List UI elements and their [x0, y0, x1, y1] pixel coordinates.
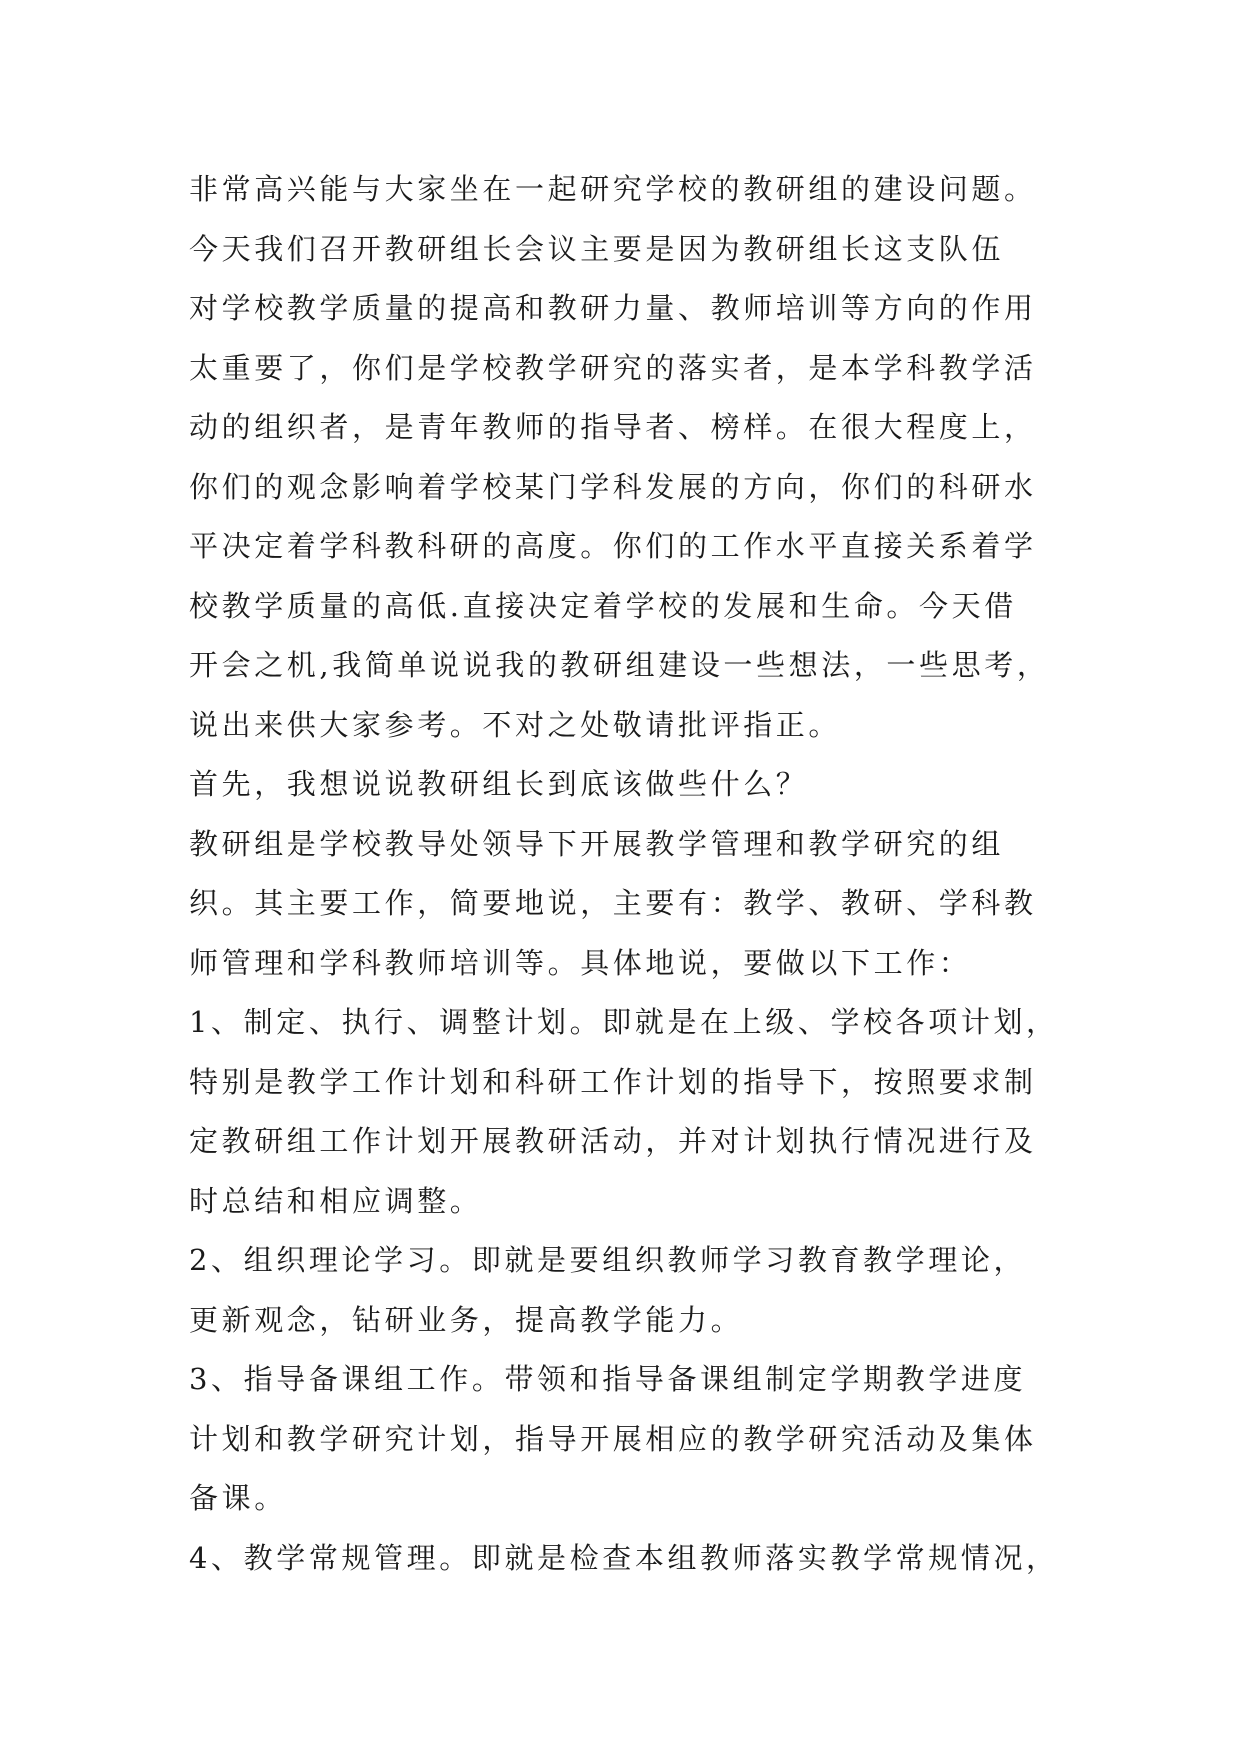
- list-item-line: 1、制定、执行、调整计划。即就是在上级、学校各项计划，: [189, 1005, 1059, 1039]
- text-line: 时总结和相应调整。: [189, 1183, 483, 1218]
- text-line: 更新观念，钻研业务，提高教学能力。: [189, 1302, 744, 1337]
- text-line: 开会之机,我简单说说我的教研组建设一些想法，一些思考，: [189, 648, 1050, 682]
- text-line: 师管理和学科教师培训等。具体地说，要做以下工作：: [189, 945, 972, 980]
- list-item-line: 2、组织理论学习。即就是要组织教师学习教育教学理论，: [189, 1243, 1027, 1277]
- text-line: 校教学质量的高低.直接决定着学校的发展和生命。今天借: [189, 588, 1017, 623]
- text-line: 你们的观念影响着学校某门学科发展的方向，你们的科研水: [189, 469, 1037, 504]
- text-line: 非常高兴能与大家坐在一起研究学校的教研组的建设问题。: [189, 172, 1037, 206]
- text-line: 对学校教学质量的提高和教研力量、教师培训等方向的作用: [189, 291, 1037, 325]
- list-item-line: 4、教学常规管理。即就是检查本组教师落实教学常规情况，: [189, 1540, 1059, 1575]
- text-line: 备课。: [189, 1481, 287, 1515]
- section-heading-line: 首先，我想说说教研组长到底该做些什么？: [189, 767, 809, 801]
- text-line: 太重要了，你们是学校教学研究的落实者，是本学科教学活: [189, 350, 1037, 385]
- text-line: 动的组织者，是青年教师的指导者、榜样。在很大程度上，: [189, 410, 1037, 444]
- text-line: 说出来供大家参考。不对之处敬请批评指正。: [189, 707, 842, 742]
- text-line: 织。其主要工作，简要地说，主要有：教学、教研、学科教: [189, 886, 1037, 920]
- text-line: 定教研组工作计划开展教研活动，并对计划执行情况进行及: [189, 1124, 1037, 1158]
- document-body: [189, 160, 1089, 1588]
- text-line: 平决定着学科教科研的高度。你们的工作水平直接关系着学: [189, 529, 1037, 563]
- text-line: 教研组是学校教导处领导下开展教学管理和教学研究的组: [189, 826, 1005, 861]
- text-line: 计划和教学研究计划，指导开展相应的教学研究活动及集体: [189, 1421, 1037, 1456]
- list-item-line: 3、指导备课组工作。带领和指导备课组制定学期教学进度: [189, 1362, 1027, 1396]
- text-line: 今天我们召开教研组长会议主要是因为教研组长这支队伍: [189, 231, 1005, 266]
- text-line: 特别是教学工作计划和科研工作计划的指导下，按照要求制: [189, 1064, 1037, 1099]
